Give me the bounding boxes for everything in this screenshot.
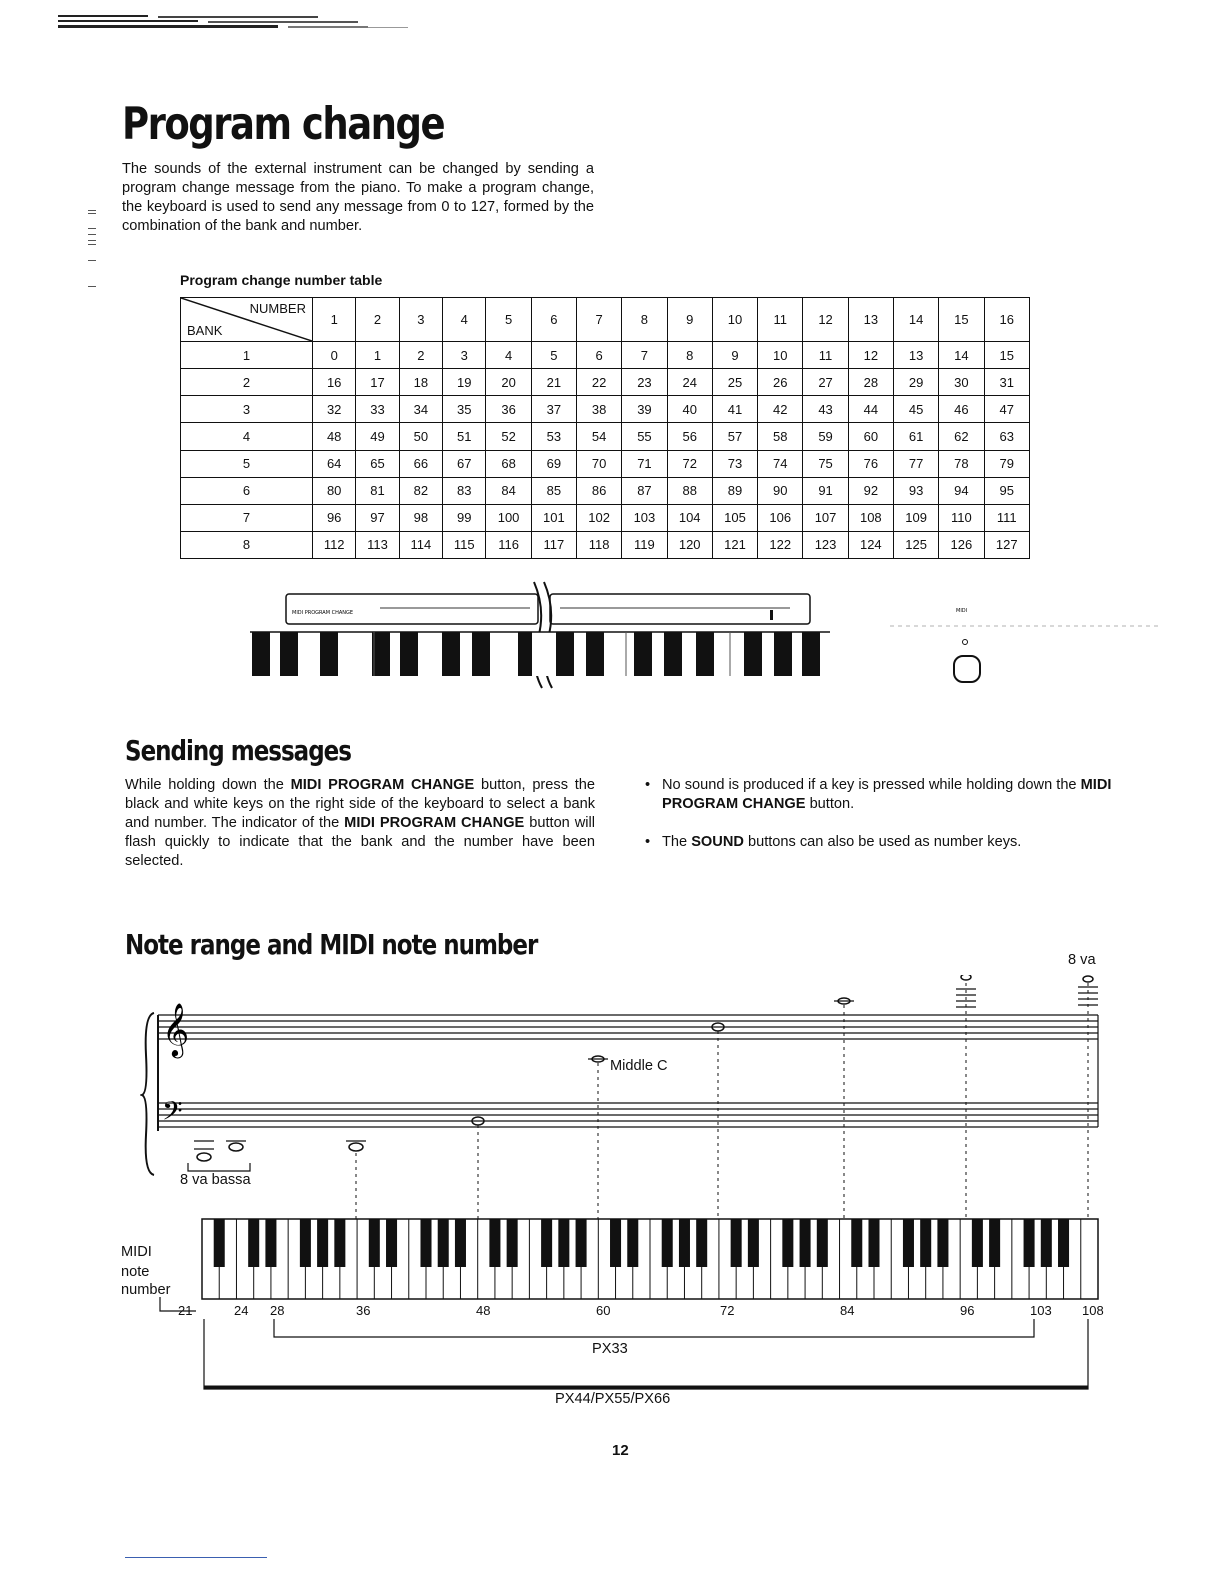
program-number-cell: 3 (443, 342, 486, 369)
program-number-cell: 90 (758, 477, 803, 504)
program-number-cell: 25 (712, 369, 757, 396)
black-key (507, 1219, 518, 1267)
program-number-cell: 2 (399, 342, 442, 369)
program-number-cell: 58 (758, 423, 803, 450)
black-key (489, 1219, 500, 1267)
program-number-cell: 72 (667, 450, 712, 477)
program-number-cell: 8 (667, 342, 712, 369)
program-number-cell: 53 (531, 423, 576, 450)
program-number-cell: 114 (399, 531, 442, 558)
program-number-cell: 17 (356, 369, 399, 396)
column-header: 15 (939, 298, 984, 342)
table-row (181, 450, 1030, 477)
program-number-cell: 113 (356, 531, 399, 558)
program-number-cell: 10 (758, 342, 803, 369)
black-key (920, 1219, 931, 1267)
program-number-cell: 82 (399, 477, 442, 504)
program-number-cell: 34 (399, 396, 442, 423)
program-number-cell: 120 (667, 531, 712, 558)
bank-cell: 1 (181, 342, 313, 369)
column-header: 13 (848, 298, 893, 342)
column-header: 16 (984, 298, 1029, 342)
program-number-cell: 104 (667, 504, 712, 531)
black-key (851, 1219, 862, 1267)
program-number-cell: 96 (313, 504, 356, 531)
table-corner-cell (181, 298, 313, 342)
program-number-cell: 49 (356, 423, 399, 450)
black-key (558, 1219, 569, 1267)
program-number-cell: 0 (313, 342, 356, 369)
program-number-cell: 109 (893, 504, 938, 531)
program-number-cell: 93 (893, 477, 938, 504)
program-number-cell: 27 (803, 369, 848, 396)
program-number-cell: 61 (893, 423, 938, 450)
program-number-cell: 38 (577, 396, 622, 423)
program-number-cell: 102 (577, 504, 622, 531)
note-number-label: 24 (234, 1303, 249, 1318)
column-header: 2 (356, 298, 399, 342)
page-number: 12 (612, 1442, 629, 1459)
table-row (181, 396, 1030, 423)
program-number-cell: 28 (848, 369, 893, 396)
program-number-cell: 60 (848, 423, 893, 450)
program-number-cell: 78 (939, 450, 984, 477)
note-number-label: 48 (476, 1303, 491, 1318)
bank-cell: 2 (181, 369, 313, 396)
column-header: 1 (313, 298, 356, 342)
table-header-row (181, 298, 1030, 342)
program-number-cell: 24 (667, 369, 712, 396)
program-number-cell: 99 (443, 504, 486, 531)
program-number-cell: 101 (531, 504, 576, 531)
program-number-cell: 100 (486, 504, 531, 531)
black-key (627, 1219, 638, 1267)
program-number-cell: 15 (984, 342, 1029, 369)
octave-down-label: 8 va bassa (180, 1172, 251, 1188)
program-number-cell: 125 (893, 531, 938, 558)
program-number-cell: 123 (803, 531, 848, 558)
table-row (181, 531, 1030, 558)
program-number-cell: 62 (939, 423, 984, 450)
note-number-label: 72 (720, 1303, 735, 1318)
program-number-cell: 50 (399, 423, 442, 450)
program-number-cell: 7 (622, 342, 667, 369)
table-row (181, 423, 1030, 450)
note-number-label: 28 (270, 1303, 285, 1318)
black-key (1024, 1219, 1035, 1267)
program-number-cell: 89 (712, 477, 757, 504)
column-header: 4 (443, 298, 486, 342)
program-number-cell: 48 (313, 423, 356, 450)
program-number-cell: 108 (848, 504, 893, 531)
program-number-cell: 59 (803, 423, 848, 450)
note-range-heading: Note range and MIDI note number (125, 930, 538, 962)
program-number-cell: 32 (313, 396, 356, 423)
note-number-label: 21 (178, 1303, 193, 1318)
bank-cell: 4 (181, 423, 313, 450)
black-key (265, 1219, 276, 1267)
program-number-cell: 29 (893, 369, 938, 396)
table-row (181, 477, 1030, 504)
program-number-cell: 52 (486, 423, 531, 450)
program-number-cell: 11 (803, 342, 848, 369)
black-key (576, 1219, 587, 1267)
column-header: 7 (577, 298, 622, 342)
footer-rule (125, 1557, 267, 1558)
program-number-cell: 51 (443, 423, 486, 450)
black-key (369, 1219, 380, 1267)
column-header: 12 (803, 298, 848, 342)
column-header: 10 (712, 298, 757, 342)
program-number-cell: 26 (758, 369, 803, 396)
program-number-cell: 112 (313, 531, 356, 558)
program-number-cell: 13 (893, 342, 938, 369)
black-key (386, 1219, 397, 1267)
program-number-cell: 18 (399, 369, 442, 396)
program-number-cell: 41 (712, 396, 757, 423)
program-number-cell: 106 (758, 504, 803, 531)
program-number-cell: 14 (939, 342, 984, 369)
program-number-cell: 97 (356, 504, 399, 531)
program-number-cell: 19 (443, 369, 486, 396)
black-key (248, 1219, 259, 1267)
column-header: 8 (622, 298, 667, 342)
black-key (300, 1219, 311, 1267)
program-number-cell: 9 (712, 342, 757, 369)
black-key (903, 1219, 914, 1267)
table-title: Program change number table (180, 272, 383, 288)
bank-cell: 5 (181, 450, 313, 477)
model-px44-55-66: PX44/PX55/PX66 (555, 1391, 671, 1407)
column-header: 14 (893, 298, 938, 342)
note-number-label: 103 (1030, 1303, 1052, 1318)
intro-paragraph: The sounds of the external instrument can be changed by sending a program change message from the piano. To make a program change, the keyboard is used to send any message from 0 to 127, formed by the combination of the bank and number. (122, 161, 594, 234)
program-number-cell: 12 (848, 342, 893, 369)
column-header: 5 (486, 298, 531, 342)
program-number-cell: 83 (443, 477, 486, 504)
black-key (679, 1219, 690, 1267)
program-number-cell: 119 (622, 531, 667, 558)
program-number-cell: 44 (848, 396, 893, 423)
svg-text:𝄢: 𝄢 (162, 1095, 183, 1133)
program-number-cell: 86 (577, 477, 622, 504)
program-number-cell: 88 (667, 477, 712, 504)
program-number-cell: 87 (622, 477, 667, 504)
corner-bank-label: BANK (187, 323, 223, 338)
program-number-cell: 66 (399, 450, 442, 477)
black-key (868, 1219, 879, 1267)
program-number-cell: 5 (531, 342, 576, 369)
program-number-cell: 92 (848, 477, 893, 504)
program-number-cell: 91 (803, 477, 848, 504)
program-number-cell: 42 (758, 396, 803, 423)
program-number-cell: 31 (984, 369, 1029, 396)
sending-paragraph: While holding down the MIDI PROGRAM CHANGE button, press the black and white keys on the right side of the keyboard to select a bank and number. The indicator of the MIDI PROGRAM CHANGE button will flash quickly to indicate that the bank and the number have been selected. (125, 777, 595, 869)
program-number-cell: 74 (758, 450, 803, 477)
program-number-cell: 122 (758, 531, 803, 558)
corner-number-label: NUMBER (249, 301, 306, 316)
black-key (214, 1219, 225, 1267)
program-number-cell: 22 (577, 369, 622, 396)
black-key (334, 1219, 345, 1267)
program-number-cell: 55 (622, 423, 667, 450)
program-number-cell: 69 (531, 450, 576, 477)
black-key (782, 1219, 793, 1267)
program-number-cell: 84 (486, 477, 531, 504)
bank-cell: 6 (181, 477, 313, 504)
program-number-cell: 63 (984, 423, 1029, 450)
program-number-cell: 110 (939, 504, 984, 531)
black-key (817, 1219, 828, 1267)
program-change-table (180, 297, 1030, 559)
black-key (1058, 1219, 1069, 1267)
middle-c-label: Middle C (610, 1058, 668, 1074)
program-number-cell: 47 (984, 396, 1029, 423)
black-key (662, 1219, 673, 1267)
black-key (696, 1219, 707, 1267)
header-rule-decoration (58, 12, 408, 30)
program-number-cell: 57 (712, 423, 757, 450)
bank-cell: 3 (181, 396, 313, 423)
program-number-cell: 118 (577, 531, 622, 558)
note-range-diagram (140, 975, 1160, 1415)
program-number-cell: 116 (486, 531, 531, 558)
program-number-cell: 95 (984, 477, 1029, 504)
black-key (420, 1219, 431, 1267)
list-item: • No sound is produced if a key is pressed while holding down the MIDI PROGRAM CHANGE button. (645, 776, 1115, 814)
column-header: 3 (399, 298, 442, 342)
program-number-cell: 85 (531, 477, 576, 504)
program-number-cell: 30 (939, 369, 984, 396)
program-number-cell: 45 (893, 396, 938, 423)
program-number-cell: 6 (577, 342, 622, 369)
program-number-cell: 115 (443, 531, 486, 558)
list-item: • The SOUND buttons can also be used as number keys. (645, 833, 1115, 852)
column-header: 9 (667, 298, 712, 342)
table-row (181, 342, 1030, 369)
model-px33: PX33 (592, 1341, 628, 1357)
black-key (317, 1219, 328, 1267)
program-number-cell: 77 (893, 450, 938, 477)
program-number-cell: 80 (313, 477, 356, 504)
program-number-cell: 121 (712, 531, 757, 558)
notes-list (645, 776, 1115, 871)
table-row (181, 504, 1030, 531)
program-number-cell: 39 (622, 396, 667, 423)
program-number-cell: 76 (848, 450, 893, 477)
sending-messages-heading: Sending messages (125, 736, 351, 768)
program-number-cell: 67 (443, 450, 486, 477)
program-number-cell: 4 (486, 342, 531, 369)
program-number-cell: 126 (939, 531, 984, 558)
black-key (748, 1219, 759, 1267)
octave-up-label: 8 va (1068, 952, 1096, 968)
program-number-cell: 111 (984, 504, 1029, 531)
program-number-cell: 127 (984, 531, 1029, 558)
program-number-cell: 81 (356, 477, 399, 504)
note-number-label: 36 (356, 1303, 371, 1318)
program-number-cell: 20 (486, 369, 531, 396)
program-number-cell: 79 (984, 450, 1029, 477)
column-header: 6 (531, 298, 576, 342)
black-key (610, 1219, 621, 1267)
black-key (541, 1219, 552, 1267)
black-key (1041, 1219, 1052, 1267)
program-number-cell: 73 (712, 450, 757, 477)
program-number-cell: 107 (803, 504, 848, 531)
black-key (989, 1219, 1000, 1267)
program-number-cell: 37 (531, 396, 576, 423)
program-number-cell: 117 (531, 531, 576, 558)
black-key (455, 1219, 466, 1267)
midi-label-3: number (121, 1282, 171, 1298)
program-number-cell: 54 (577, 423, 622, 450)
black-key (731, 1219, 742, 1267)
program-number-cell: 65 (356, 450, 399, 477)
column-header: 11 (758, 298, 803, 342)
program-number-cell: 71 (622, 450, 667, 477)
program-number-cell: 35 (443, 396, 486, 423)
program-number-cell: 23 (622, 369, 667, 396)
program-number-cell: 98 (399, 504, 442, 531)
program-number-cell: 68 (486, 450, 531, 477)
program-number-cell: 16 (313, 369, 356, 396)
program-number-cell: 43 (803, 396, 848, 423)
program-number-cell: 103 (622, 504, 667, 531)
svg-text:MIDI PROGRAM CHANGE: MIDI PROGRAM CHANGE (292, 610, 354, 616)
note-number-label: 96 (960, 1303, 975, 1318)
program-number-cell: 46 (939, 396, 984, 423)
margin-marks (86, 208, 98, 290)
black-key (438, 1219, 449, 1267)
svg-text:𝄞: 𝄞 (162, 1002, 190, 1056)
midi-label-2: note (121, 1264, 150, 1280)
note-number-label: 60 (596, 1303, 611, 1318)
svg-text:MIDI: MIDI (956, 608, 968, 614)
keyboard-panel-illustration (250, 580, 1170, 692)
program-number-cell: 36 (486, 396, 531, 423)
note-number-label: 108 (1082, 1303, 1104, 1318)
program-number-cell: 56 (667, 423, 712, 450)
program-number-cell: 21 (531, 369, 576, 396)
program-number-cell: 64 (313, 450, 356, 477)
program-number-cell: 40 (667, 396, 712, 423)
program-number-cell: 94 (939, 477, 984, 504)
program-number-cell: 75 (803, 450, 848, 477)
black-key (972, 1219, 983, 1267)
note-number-label: 84 (840, 1303, 855, 1318)
black-key (800, 1219, 811, 1267)
program-number-cell: 105 (712, 504, 757, 531)
program-number-cell: 33 (356, 396, 399, 423)
black-key (937, 1219, 948, 1267)
midi-label-1: MIDI (121, 1244, 152, 1260)
program-number-cell: 124 (848, 531, 893, 558)
table-row (181, 369, 1030, 396)
program-number-cell: 70 (577, 450, 622, 477)
program-number-cell: 1 (356, 342, 399, 369)
bank-cell: 7 (181, 504, 313, 531)
page-title: Program change (122, 98, 445, 150)
bank-cell: 8 (181, 531, 313, 558)
